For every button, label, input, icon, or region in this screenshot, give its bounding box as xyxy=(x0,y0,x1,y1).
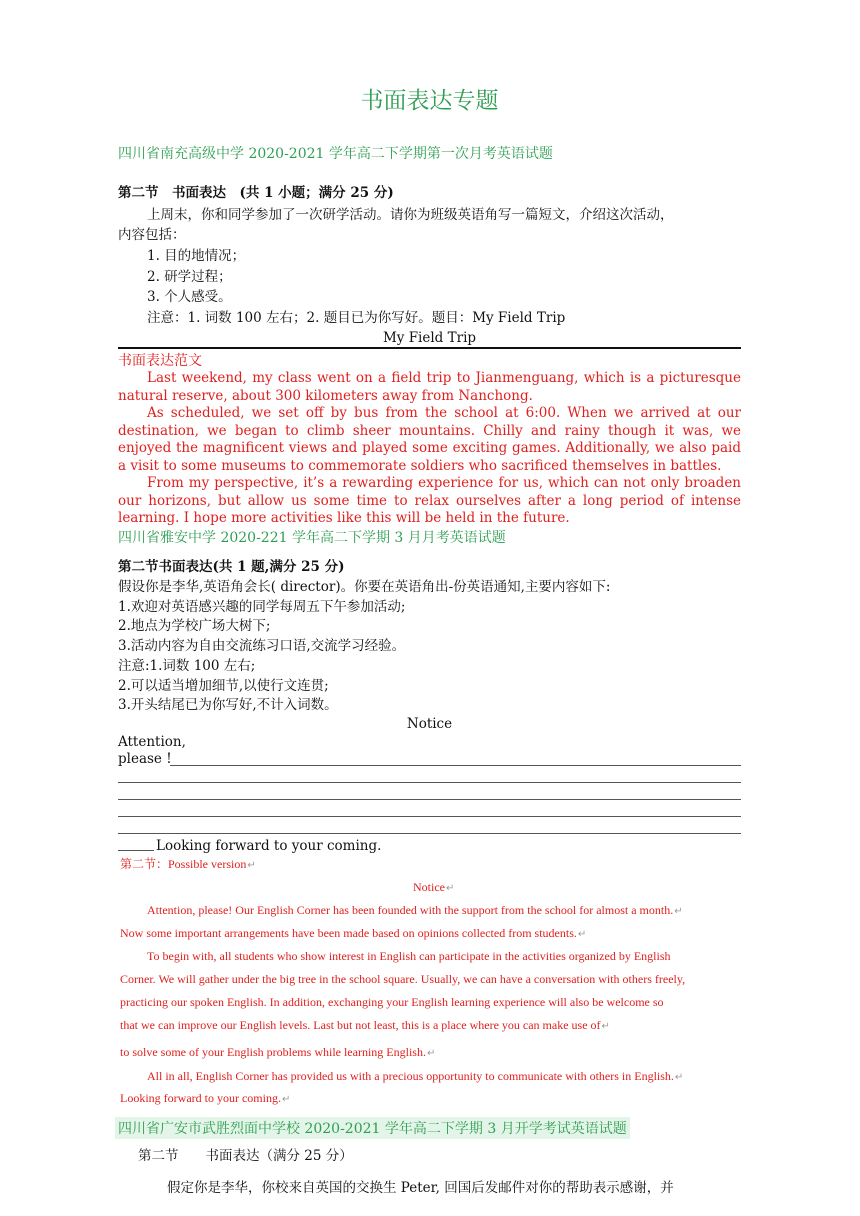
section-2-line-1: 假设你是李华,英语角会长( director)。你要在英语角出-份英语通知,主要内容如下: xyxy=(118,579,611,595)
answer-blank-line-3 xyxy=(118,799,741,800)
section-2-line-3: 2.地点为学校广场大树下; xyxy=(118,618,271,634)
return-mark-icon: ↵ xyxy=(674,1072,684,1083)
page-title: 书面表达专题 xyxy=(360,88,499,114)
section-1-item-1: 1. 目的地情况； xyxy=(147,248,246,264)
notice-closing: Looking forward to your coming. xyxy=(156,838,382,854)
return-mark-icon: ↵ xyxy=(426,1048,436,1059)
section-2-heading: 第二节书面表达(共 1 题,满分 25 分) xyxy=(118,559,345,575)
return-mark-icon: ↵ xyxy=(577,929,587,940)
section-3-source: 四川省广安市武胜烈面中学校 2020-2021 学年高二下学期 3 月开学考试英语试题 xyxy=(115,1117,630,1139)
section-2-line-5: 注意:1.词数 100 左右; xyxy=(118,658,256,674)
answer-blank-line-4 xyxy=(118,816,741,817)
answer-blank-line-1 xyxy=(170,765,741,766)
sample-notice-line-3: To begin with, all students who show interest in English can participate in the activities organized by English xyxy=(147,949,671,963)
answer-blank-line-5 xyxy=(118,833,741,834)
sample-notice-line-9: Looking forward to your coming.↵ xyxy=(120,1091,291,1105)
section-1-prompt-line-2: 内容包括： xyxy=(118,227,186,243)
return-mark-icon: ↵ xyxy=(601,1021,610,1032)
sample-paragraph-2: As scheduled, we set off by bus from the school at 6:00. When we arrived at our destination, we began to climb sheer mountains. Chilly and rainy though it was, we enjoyed the magnificent views and played some exciting games. Additionally, we also paid a visit to some museums to commemorate soldiers who sacrificed themselves in battles. xyxy=(118,405,741,474)
divider-rule xyxy=(118,347,741,349)
notice-please: please ! xyxy=(118,751,172,767)
section-2-sample-label: 第二节：Possible version↵ xyxy=(120,857,256,871)
sample-paragraph-1: Last weekend, my class went on a field trip to Jianmenguang, which is a picturesque natural reserve, about 300 kilometers away from Nanchong. xyxy=(118,370,741,404)
section-1-note: 注意：1. 词数 100 左右；2. 题目已为你写好。题目：My Field Trip xyxy=(147,310,566,326)
sample-notice-line-2: Now some important arrangements have been made based on opinions collected from students.↵ xyxy=(120,926,587,940)
section-1-heading: 第二节 书面表达 (共 1 小题；满分 25 分) xyxy=(118,185,394,201)
essay-title: My Field Trip xyxy=(382,330,477,346)
return-mark-icon: ↵ xyxy=(674,906,683,917)
section-2-line-2: 1.欢迎对英语感兴趣的同学每周五下午参加活动; xyxy=(118,599,406,615)
return-mark-icon: ↵ xyxy=(281,1094,291,1105)
section-2-source: 四川省雅安中学 2020-221 学年高二下学期 3 月月考英语试题 xyxy=(118,530,506,546)
return-mark-icon: ↵ xyxy=(446,883,455,894)
sample-notice-line-7: to solve some of your English problems while learning English.↵ xyxy=(120,1045,436,1059)
return-mark-icon: ↵ xyxy=(247,860,256,871)
section-1-prompt-line-1: 上周末，你和同学参加了一次研学活动。请你为班级英语角写一篇短文，介绍这次活动， xyxy=(147,207,674,223)
section-2-line-4: 3.活动内容为自由交流练习口语,交流学习经验。 xyxy=(118,638,406,654)
sample-notice-line-4: Corner. We will gather under the big tree in the school square. Usually, we can have a conversation with others freely, xyxy=(120,972,686,986)
section-2-sample-title: Notice↵ xyxy=(413,880,455,894)
notice-attention: Attention, xyxy=(118,734,186,750)
section-2-line-6: 2.可以适当增加细节,以使行文连贯; xyxy=(118,678,329,694)
section-3-prompt: 假定你是李华，你校来自英国的交换生 Peter, 回国后发邮件对你的帮助表示感谢，并 xyxy=(167,1180,674,1196)
sample-notice-line-8: All in all, English Corner has provided us with a precious opportunity to communicate with others in English.↵ xyxy=(147,1069,684,1083)
notice-title: Notice xyxy=(406,716,453,732)
section-1-source: 四川省南充高级中学 2020-2021 学年高二下学期第一次月考英语试题 xyxy=(118,146,553,162)
section-1-item-3: 3. 个人感受。 xyxy=(147,289,232,305)
sample-notice-line-5: practicing our spoken English. In addition, exchanging your English learning experience will also be welcome so xyxy=(120,995,664,1009)
sample-notice-line-1: Attention, please! Our English Corner has been founded with the support from the school for almost a month.↵ xyxy=(147,903,683,917)
sample-paragraph-3: From my perspective, it’s a rewarding experience for us, which can not only broaden our horizons, but allow us some time to relax ourselves after a long period of intense learning. I hope more activities like this will be held in the future. xyxy=(118,475,741,526)
section-1-sample-label: 书面表达范文 xyxy=(118,353,202,369)
answer-blank-line-2 xyxy=(118,782,741,783)
section-2-line-7: 3.开头结尾已为你写好,不计入词数。 xyxy=(118,697,338,713)
section-3-heading: 第二节 书面表达（满分 25 分） xyxy=(138,1148,353,1164)
sample-notice-line-6: that we can improve our English levels. Last but not least, this is a place where you can make use of↵ xyxy=(120,1018,610,1032)
answer-blank-line-6 xyxy=(118,850,154,851)
section-1-item-2: 2. 研学过程； xyxy=(147,269,232,285)
